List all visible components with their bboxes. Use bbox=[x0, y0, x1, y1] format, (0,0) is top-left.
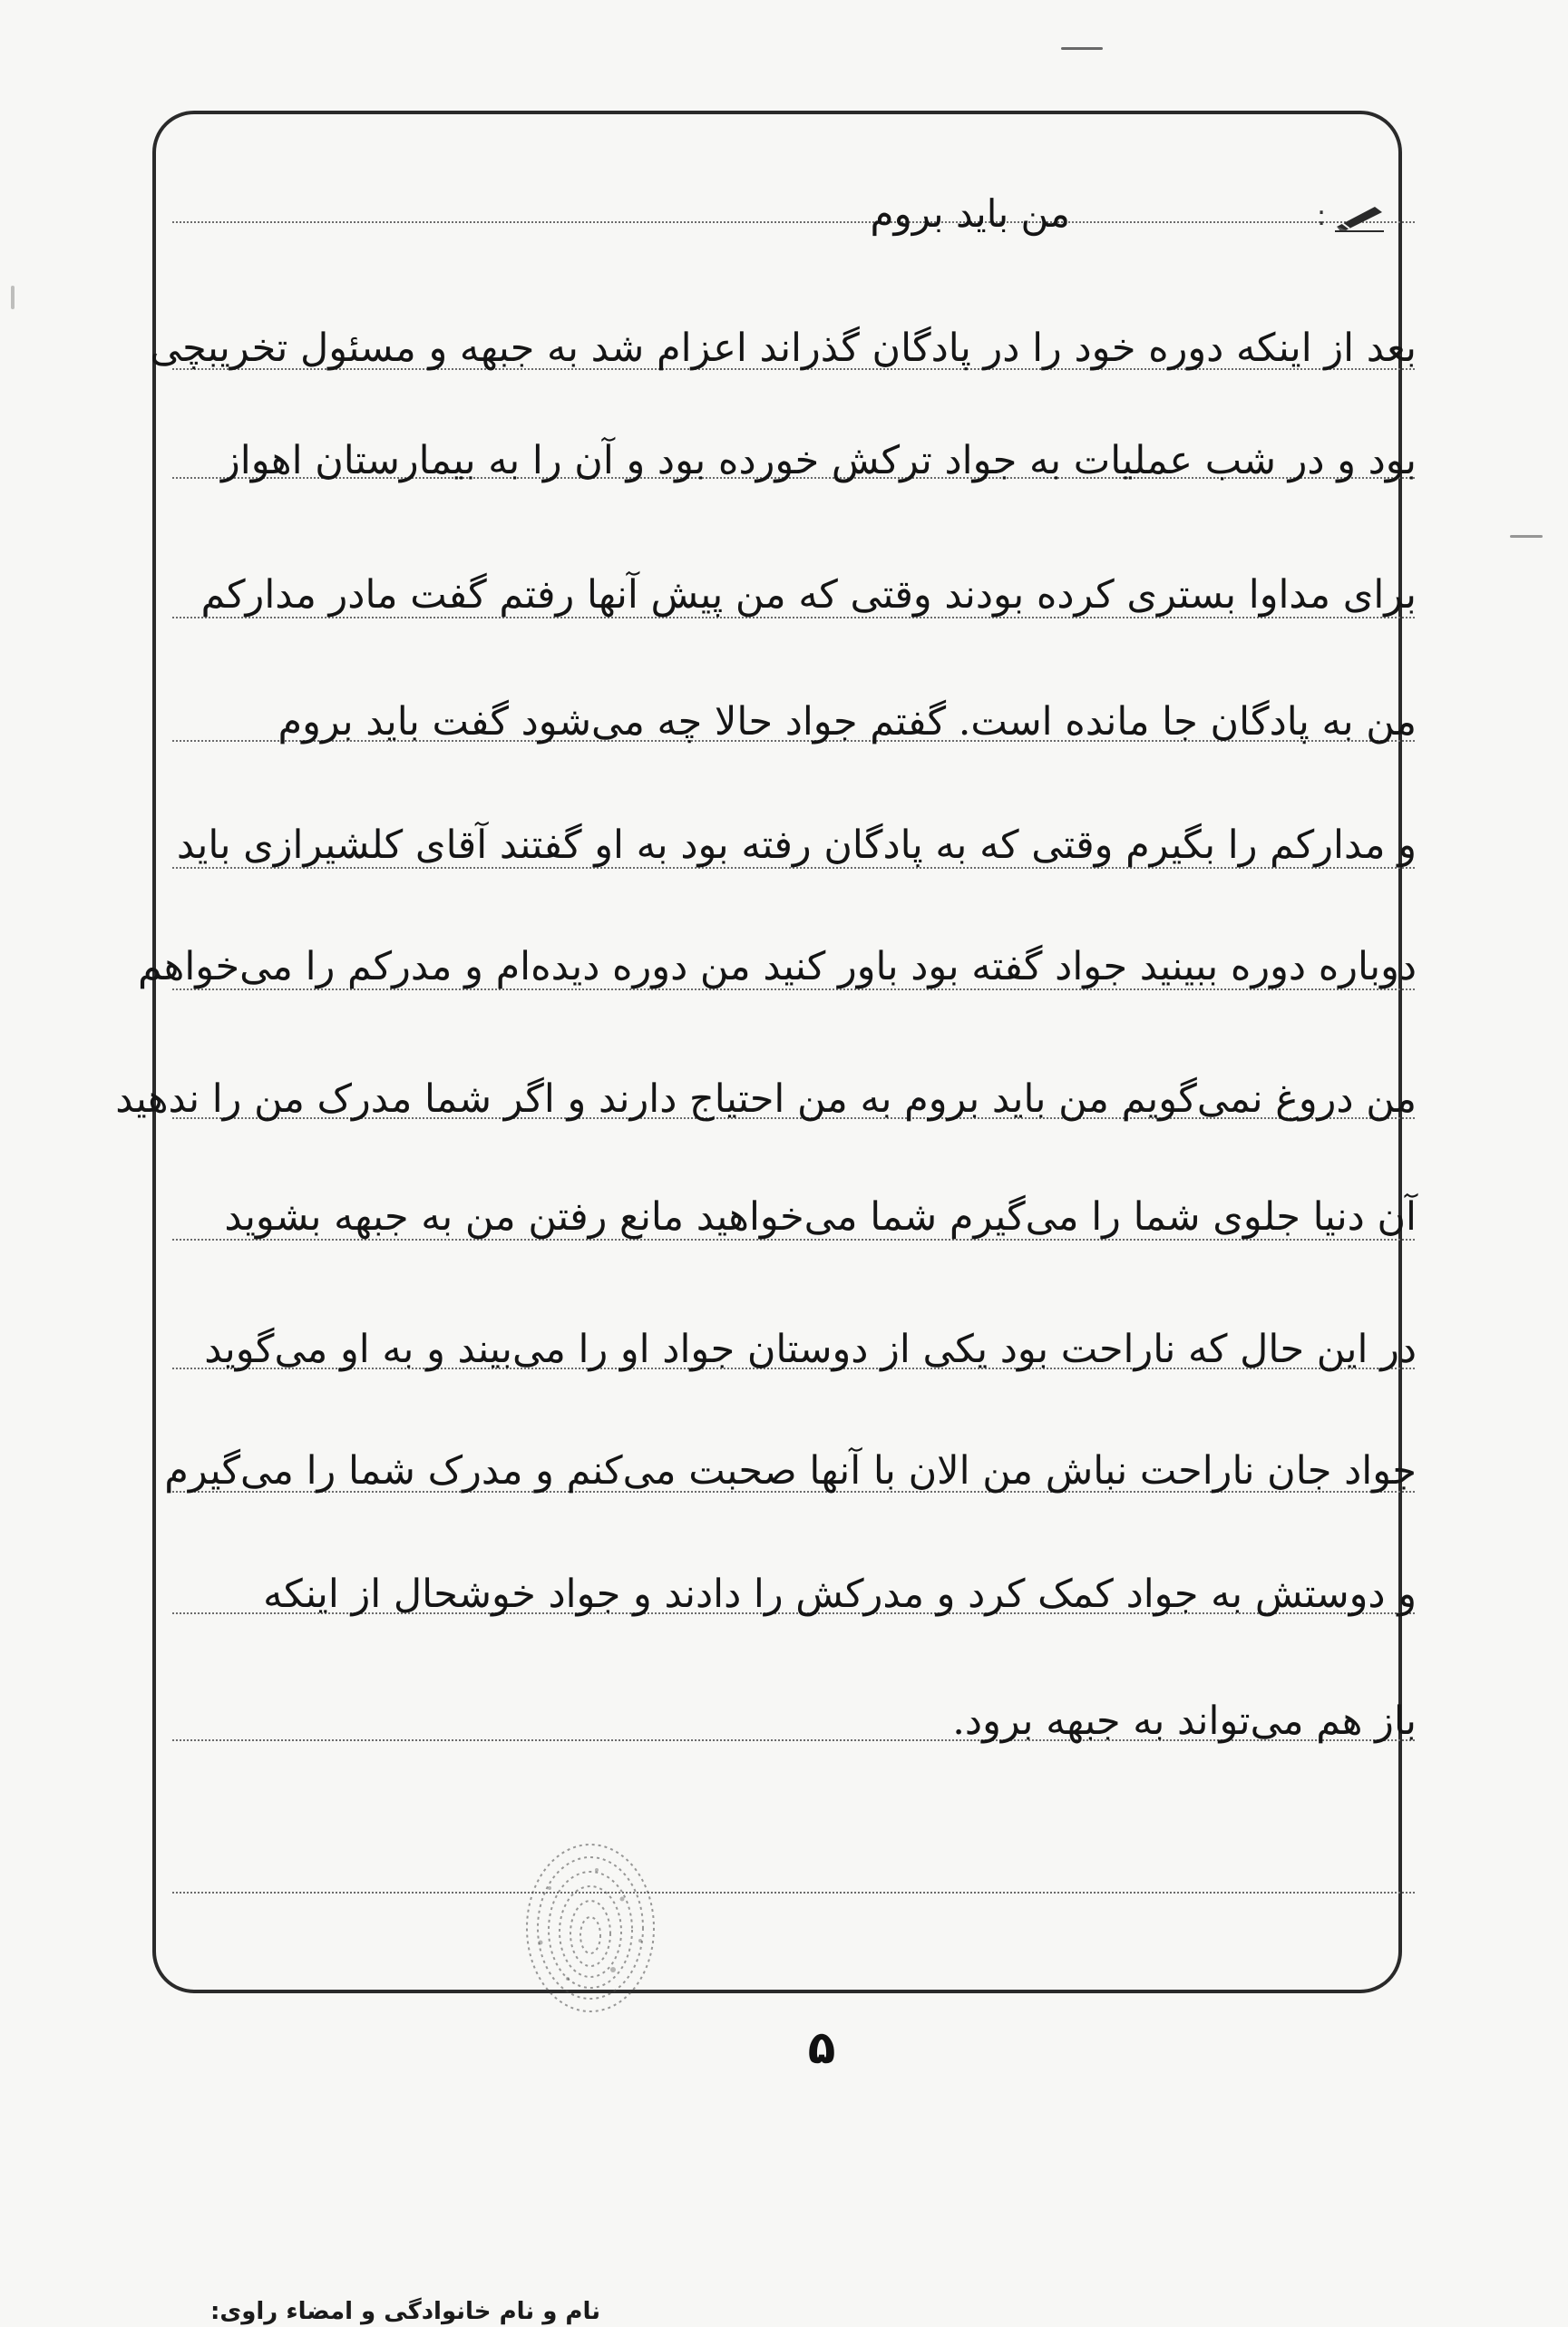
text-line-6: دوباره دوره ببینید جواد گفته بود باور کنید من دوره دیده‌ام و مدرکم را می‌خواهم bbox=[138, 944, 1417, 989]
scan-mark-left bbox=[11, 286, 15, 309]
text-line-12: باز هم می‌تواند به جبهه برود. bbox=[952, 1699, 1417, 1744]
pen-icon bbox=[1333, 201, 1386, 232]
text-line-4: من به پادگان جا مانده است. گفتم جواد حالا چه می‌شود گفت باید بروم bbox=[278, 699, 1417, 745]
text-line-8: آن دنیا جلوی شما را می‌گیرم شما می‌خواهید مانع رفتن من به جبهه بشوید bbox=[224, 1194, 1417, 1240]
ruled-line bbox=[172, 1892, 1415, 1894]
text-line-9: در این حال که ناراحت بود یکی از دوستان جواد او را می‌بیند و به او می‌گوید bbox=[204, 1327, 1417, 1372]
narrator-signature-label: نام و نام خانوادگی و امضاء راوی: bbox=[210, 2298, 600, 2325]
page-title: من باید بروم bbox=[870, 191, 1070, 236]
scan-mark-top bbox=[1061, 47, 1103, 50]
text-line-10: جواد جان ناراحت نباش من الان با آنها صحبت می‌کنم و مدرک شما را می‌گیرم bbox=[164, 1448, 1417, 1494]
text-line-5: و مدارکم را بگیرم وقتی که به پادگان رفته بود به او گفتند آقای کلشیرازی باید bbox=[176, 823, 1417, 868]
ruled-line bbox=[172, 221, 1415, 223]
text-line-3: برای مداوا بستری کرده بودند وقتی که من پیش آنها رفتم گفت مادر مدارکم bbox=[200, 572, 1417, 618]
page-number: ۵ bbox=[807, 2021, 836, 2074]
scan-mark-right bbox=[1510, 535, 1543, 538]
text-line-7: من دروغ نمی‌گویم من باید بروم به من احتیاج دارند و اگر شما مدرک من را ندهید bbox=[115, 1076, 1417, 1122]
text-line-1: بعد از اینکه دوره خود را در پادگان گذراند اعزام شد به جبهه و مسئول تخریبچی bbox=[150, 326, 1417, 371]
text-line-11: و دوستش به جواد کمک کرد و مدرکش را دادند و جواد خوشحال از اینکه bbox=[263, 1572, 1417, 1617]
fingerprint-stamp bbox=[513, 1834, 667, 2022]
colon-mark: : bbox=[1317, 200, 1327, 232]
text-line-2: بود و در شب عملیات به جواد ترکش خورده بود و آن را به بیمارستان اهواز bbox=[221, 438, 1417, 483]
